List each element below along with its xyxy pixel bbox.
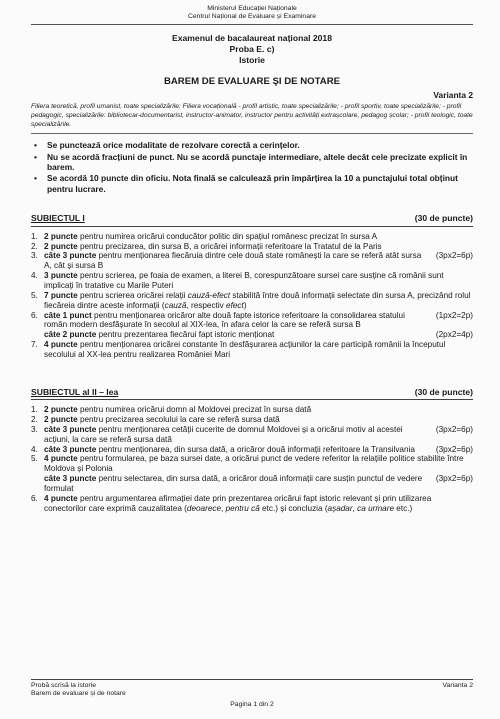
item-description: pentru menționarea fiecăruia dintre cele două state românești la care se referă atât sursa A, cât și sursa B xyxy=(44,251,422,271)
item-row xyxy=(44,311,473,331)
item-points-bold: 7 puncte xyxy=(44,290,78,300)
item-description: pentru precizarea, din sursa B, a oricărei informații referitoare la Tratatul de la Paris xyxy=(77,241,382,251)
rule-item: • Se punctează orice modalitate de rezolvare corectă a cerințelor. xyxy=(34,140,300,151)
item-description: pentru scrierea oricărei relații cauză-efect stabilită între două informații selectate din sursa A, precizând rolul fiecăreia dintre aceste informații (cauză, respectiv efect) xyxy=(44,290,471,310)
item-description: pentru menționarea oricăror alte două fapte istorice referitoare la consolidarea statului român modern desfășurate în secolul al XIX-lea, în afara celor la care se referă sursa B xyxy=(44,310,405,330)
item-score: (3px2=6p) xyxy=(435,251,473,261)
subject-2-items xyxy=(31,405,473,513)
item-text xyxy=(44,311,428,331)
item-description: pentru precizarea secolului la care se referă sursa dată xyxy=(77,415,280,425)
barem-title: BAREM DE EVALUARE ŞI DE NOTARE xyxy=(163,76,341,88)
item-row xyxy=(44,232,473,242)
item-text xyxy=(44,415,280,425)
item-number: 7. xyxy=(31,340,38,350)
exam-proba: Proba E. c) xyxy=(229,44,275,55)
subject-1-item-1 xyxy=(31,232,473,242)
item-number: 5. xyxy=(31,290,38,300)
item-row xyxy=(44,405,473,415)
bullet-icon: • xyxy=(34,173,37,184)
page-footer xyxy=(31,679,473,709)
item-score: (3px2=6p) xyxy=(435,424,473,434)
subject-2-item-4 xyxy=(31,445,473,455)
item-points-bold: câte 1 punct xyxy=(44,310,92,320)
item-number: 1. xyxy=(31,405,38,415)
subject-2-item-6 xyxy=(31,494,473,514)
item-points-bold: 4 puncte xyxy=(44,340,78,350)
footer-probe-label: Probă scrisă la istorie xyxy=(31,681,96,689)
item-row-secondary xyxy=(44,474,473,494)
footer-barem-label: Barem de evaluare și de notare xyxy=(31,690,126,698)
item-description: pentru scrierea, pe foaia de examen, a literei B, corespunzătoare sursei care susține că românii sunt implicați în tratative cu Marile Puteri xyxy=(44,271,444,290)
item-number: 6. xyxy=(31,310,38,320)
item-number: 4. xyxy=(31,271,38,281)
subject-1-items xyxy=(31,232,473,360)
item-text xyxy=(44,271,473,291)
subject-1-item-5 xyxy=(31,291,473,311)
ministry-name: Ministerul Educației Naționale xyxy=(207,5,297,12)
item-points-bold: 3 puncte xyxy=(44,271,78,281)
item-description: pentru menționarea oricărei constante în desfășurarea acțiunilor la care participă românii la începutul secolului al XX-lea pentru realizarea României Mari xyxy=(44,340,446,359)
item-points-bold: câte 3 puncte xyxy=(44,474,97,484)
item-number: 6. xyxy=(31,493,38,503)
subject-1-points: (30 de puncte) xyxy=(414,213,473,224)
subject-1-header xyxy=(31,213,473,226)
item-number: 5. xyxy=(31,454,38,464)
item-number: 1. xyxy=(31,231,38,241)
exam-title-block xyxy=(31,33,473,67)
subject-1-item-7 xyxy=(31,340,473,360)
exam-title: Examenul de bacalaureat național 2018 xyxy=(171,32,332,43)
bullet-icon: • xyxy=(34,140,37,151)
item-description: pentru formularea, pe baza sursei date, a oricărui punct de vedere referitor la relațiile politice stabilite între Moldova și Polonia xyxy=(44,454,464,474)
item-description: pentru numirea oricărui domn al Moldovei precizat în sursa dată xyxy=(77,405,312,415)
item-points-bold: câte 3 puncte xyxy=(44,444,97,454)
item-row xyxy=(44,251,473,271)
bullet-icon: • xyxy=(34,151,37,162)
item-row xyxy=(44,494,473,514)
item-description: pentru menționarea cetății cucerite de domnul Moldovei și a oricărui motiv al acestei acțiuni, la care se referă sursa dată xyxy=(44,424,403,444)
item-text xyxy=(44,494,473,514)
item-score: (3px2=6p) xyxy=(435,444,473,454)
item-description: pentru selectarea, din sursa dată, a oricăror două informații care susțin punctul de vedere formulat xyxy=(44,474,423,493)
item-number: 2. xyxy=(31,241,38,251)
item-row xyxy=(44,242,473,252)
rule-item: • Nu se acordă fracțiuni de punct. Nu se acordă punctaje intermediare, altele decât cele precizate explicit în barem. xyxy=(34,151,468,173)
item-points-bold: câte 3 puncte xyxy=(44,424,97,434)
center-name: Centrul Național de Evaluare și Examinare xyxy=(187,13,317,21)
item-text xyxy=(44,445,415,455)
header-divider xyxy=(31,24,473,25)
item-row xyxy=(44,340,473,360)
item-text xyxy=(44,405,311,415)
filiera-divider xyxy=(31,133,473,134)
item-text xyxy=(44,454,473,474)
item-text xyxy=(44,251,428,271)
subject-1-title: SUBIECTUL I xyxy=(31,213,85,224)
item-points-bold: câte 3 puncte xyxy=(44,251,97,261)
item-number: 3. xyxy=(31,251,38,261)
page-number: Pagina 1 din 2 xyxy=(230,700,274,708)
item-row xyxy=(44,454,473,474)
item-points-bold: 4 puncte xyxy=(44,493,78,503)
item-points-bold: câte 2 puncte xyxy=(44,330,97,340)
item-text xyxy=(44,425,428,445)
subject-1-item-6 xyxy=(31,311,473,341)
item-score: (2px2=4p) xyxy=(435,330,473,340)
item-text xyxy=(44,340,473,360)
item-points-bold: 2 puncte xyxy=(44,241,78,251)
item-description: pentru menționarea, din sursa dată, a oricăror două informații referitoare la Transilvania xyxy=(96,444,415,454)
item-text-secondary xyxy=(44,474,428,494)
item-number: 2. xyxy=(31,415,38,425)
subject-2-title: SUBIECTUL al II – lea xyxy=(31,386,119,397)
varianta-label: Varianta 2 xyxy=(433,90,473,101)
item-row xyxy=(44,425,473,445)
general-rules-list xyxy=(33,140,473,194)
item-row xyxy=(44,445,473,455)
footer-varianta: Varianta 2 xyxy=(442,681,473,689)
subject-1-item-2 xyxy=(31,242,473,252)
item-description: pentru prezentarea fiecărui fapt istoric menționat xyxy=(96,330,275,340)
item-row xyxy=(44,291,473,311)
item-score: (1px2=2p) xyxy=(435,310,473,320)
subject-2-item-3 xyxy=(31,425,473,445)
item-text-secondary xyxy=(44,330,274,340)
item-description: pentru argumentarea afirmației date prin prezentarea oricărui fapt istoric relevant și prin utilizarea conectorilor care exprimă cauzalitatea (deoarece, pentru că etc.) și concluzia (așadar, ca urmare etc.) xyxy=(44,493,432,513)
footer-divider xyxy=(31,679,473,680)
subject-2-item-5 xyxy=(31,454,473,493)
item-text xyxy=(44,232,377,242)
item-points-bold: 2 puncte xyxy=(44,405,78,415)
item-points-bold: 2 puncte xyxy=(44,415,78,425)
item-points-bold: 4 puncte xyxy=(44,454,78,464)
item-description: pentru numirea oricărui conducător politic din spațiul românesc precizat în sursa A xyxy=(77,231,378,241)
subject-1-item-4 xyxy=(31,271,473,291)
item-row xyxy=(44,415,473,425)
item-text xyxy=(44,242,382,252)
subject-2-item-2 xyxy=(31,415,473,425)
item-text xyxy=(44,291,473,311)
item-row xyxy=(44,271,473,291)
item-row-secondary xyxy=(44,330,473,340)
item-number: 3. xyxy=(31,424,38,434)
filiera-text: Filiera teoretică, profil umanist, toate specializările; Filiera vocațională - profil artistic, toate specializările; - profil sportiv, toate specializările; - profil pedagogic, specializările: bibliotecar-documentarist, instructor-animator, instructor pentru activități extrașcolare, pedagog școlar; - profil teologic, toate specializările. xyxy=(31,103,473,128)
exam-subject: Istorie xyxy=(239,55,265,66)
document-header xyxy=(31,0,473,22)
item-score: (3px2=6p) xyxy=(435,474,473,484)
subject-2-header xyxy=(31,387,473,400)
subject-2-item-1 xyxy=(31,405,473,415)
item-points-bold: 2 puncte xyxy=(44,231,78,241)
rule-item: • Se acordă 10 puncte din oficiu. Nota finală se calculează prin împărțirea la 10 a punctajului total obținut pentru lucrare. xyxy=(34,173,458,194)
subject-1-item-3 xyxy=(31,251,473,271)
item-number: 4. xyxy=(31,444,38,454)
subject-2-points: (30 de puncte) xyxy=(414,386,473,397)
